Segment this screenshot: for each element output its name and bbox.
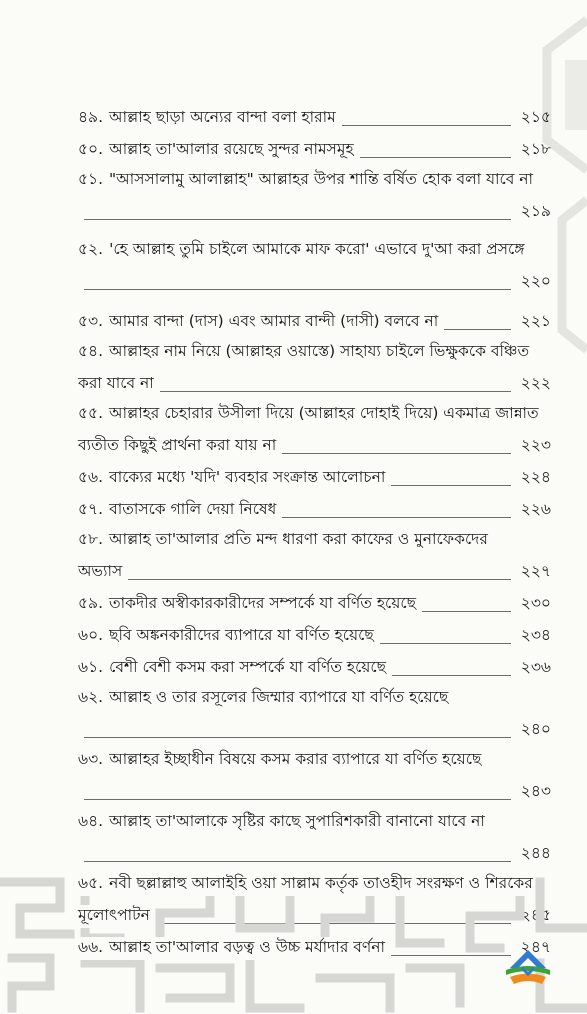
toc-entry xyxy=(78,98,551,130)
toc-entry-number: ৫১. xyxy=(78,170,104,188)
toc-entry xyxy=(78,334,551,396)
toc-entry-title: আমার বান্দা (দাস) এবং আমার বান্দী (দাসী) বলবে না xyxy=(109,312,438,333)
toc-entry-title-continued: অভ্যাস xyxy=(78,561,122,584)
toc-entry-title: আল্লাহর নাম নিয়ে (আল্লাহর ওয়াস্তে) সাহায্য চাইলে ভিক্ষুককে বঞ্চিত xyxy=(109,342,529,363)
toc-page-number: ২২৭ xyxy=(520,562,551,580)
toc-entry-number: ৫৬. xyxy=(78,468,104,486)
table-of-contents xyxy=(78,98,551,960)
toc-page-number: ২১৮ xyxy=(520,140,551,158)
toc-entry-title: আল্লাহর চেহারার উসীলা দিয়ে (আল্লাহর দোহাই দিয়ে) একমাত্র জান্নাত xyxy=(109,404,539,425)
toc-entry-title: আল্লাহ ছাড়া অন্যের বান্দা বলা হারাম xyxy=(109,108,336,129)
toc-entry xyxy=(78,130,551,162)
toc-entry-number: ৫০. xyxy=(78,140,104,158)
toc-entry-title-continued: ব্যতীত কিছুই প্রার্থনা করা যায় না xyxy=(78,435,276,458)
leader-line xyxy=(444,329,511,330)
toc-entry-title: বাক্যের মধ্যে 'যদি' ব্যবহার সংক্রান্ত আলোচনা xyxy=(109,468,385,489)
toc-page-number: ২২১ xyxy=(520,312,551,330)
toc-page-number: ২১৫ xyxy=(520,108,551,126)
toc-entry xyxy=(78,680,551,742)
toc-entry xyxy=(78,232,551,294)
publisher-logo-icon xyxy=(502,944,554,988)
toc-page-number: ২২৪ xyxy=(520,468,551,486)
toc-entry-number: ৫৮. xyxy=(78,530,104,548)
toc-entry-title: আল্লাহ তা'আলার প্রতি মন্দ ধারণা করা কাফের ও মুনাফেকদের xyxy=(109,530,488,551)
leader-line xyxy=(360,157,511,158)
leader-line xyxy=(422,611,511,612)
toc-entry-number: ৬৬. xyxy=(78,938,104,956)
toc-entry xyxy=(78,490,551,522)
toc-entry-title-continued: মূলোৎপাটন xyxy=(78,905,150,928)
toc-page-number: ২৪৪ xyxy=(520,844,551,862)
toc-entry-number: ৬৩. xyxy=(78,750,104,768)
toc-entry-number: ৫২. xyxy=(78,240,104,258)
toc-entry xyxy=(78,616,551,648)
toc-entry-title: আল্লাহর ইচ্ছাধীন বিষয়ে কসম করার ব্যাপারে যা বর্ণিত হয়েছে xyxy=(109,750,481,771)
toc-entry xyxy=(78,396,551,458)
toc-entry xyxy=(78,302,551,334)
toc-entry xyxy=(78,522,551,584)
leader-line xyxy=(84,219,511,220)
toc-entry-number: ৬১. xyxy=(78,658,104,676)
leader-line xyxy=(84,289,511,290)
toc-page-number: ২২৬ xyxy=(520,500,551,518)
toc-entry-number: ৫৪. xyxy=(78,342,104,360)
toc-entry-number: ৫৫. xyxy=(78,404,104,422)
toc-entry-number: ৬৫. xyxy=(78,874,104,892)
toc-entry-number: ৫৭. xyxy=(78,500,104,518)
toc-entry xyxy=(78,804,551,866)
toc-page-number: ২২৩ xyxy=(520,436,551,454)
toc-entry-title: নবী ছল্লাল্লাহু আলাইহি ওয়া সাল্লাম কর্তৃক তাওহীদ সংরক্ষণ ও শিরকের xyxy=(109,874,533,895)
leader-line xyxy=(282,453,511,454)
leader-line xyxy=(391,485,511,486)
toc-entry-title: আল্লাহ ও তার রসূলের জিম্মার ব্যাপারে যা বর্ণিত হয়েছে xyxy=(109,688,448,709)
leader-line xyxy=(282,517,511,518)
toc-page-number: ২৩৬ xyxy=(520,658,551,676)
toc-entry xyxy=(78,458,551,490)
toc-entry xyxy=(78,742,551,804)
toc-page-number: ২৪৩ xyxy=(520,782,551,800)
toc-entry-number: ৫৩. xyxy=(78,312,104,330)
toc-page-number: ২৪৫ xyxy=(520,906,551,924)
toc-entry-title: বেশী বেশী কসম করা সম্পর্কে যা বর্ণিত হয়েছে xyxy=(109,658,386,679)
toc-entry-number: ৬০. xyxy=(78,626,104,644)
toc-page-number: ২৪৭ xyxy=(520,938,551,956)
toc-page-number: ২২২ xyxy=(520,374,551,392)
leader-line xyxy=(160,391,511,392)
toc-entry-number: ৪৯. xyxy=(78,108,104,126)
toc-entry-title: তাকদীর অস্বীকারকারীদের সম্পর্কে যা বর্ণিত হয়েছে xyxy=(109,594,416,615)
toc-entry-title: আল্লাহ তা'আলাকে সৃষ্টির কাছে সুপারিশকারী বানানো যাবে না xyxy=(109,812,485,833)
toc-page-number: ২১৯ xyxy=(520,202,551,220)
toc-page-number: ২৩০ xyxy=(520,594,551,612)
toc-entry-title: আল্লাহ তা'আলার বড়ত্ব ও উচ্চ মর্যাদার বর্ণনা xyxy=(109,938,385,959)
toc-page-number: ২২০ xyxy=(520,272,551,290)
toc-entry xyxy=(78,162,551,224)
toc-entry-title: "আসসালামু আলাল্লাহ" আল্লাহর উপর শান্তি বর্ষিত হোক বলা যাবে না xyxy=(109,170,533,191)
toc-entry-number: ৬৪. xyxy=(78,812,104,830)
leader-line xyxy=(342,125,511,126)
toc-entry-title: আল্লাহ তা'আলার রয়েছে সুন্দর নামসমূহ xyxy=(109,140,354,161)
toc-page-number: ২৩৪ xyxy=(520,626,551,644)
toc-entry-title: ছবি অঙ্কনকারীদের ব্যাপারে যা বর্ণিত হয়েছে xyxy=(109,626,374,647)
toc-page-number: ২৪০ xyxy=(520,720,551,738)
toc-entry-number: ৫৯. xyxy=(78,594,104,612)
leader-line xyxy=(84,861,511,862)
leader-line xyxy=(84,799,511,800)
leader-line xyxy=(128,579,511,580)
toc-entry xyxy=(78,584,551,616)
toc-entry-title: 'হে আল্লাহ তুমি চাইলে আমাকে মাফ করো' এভাবে দু'আ করা প্রসঙ্গে xyxy=(109,240,524,261)
toc-entry xyxy=(78,648,551,680)
leader-line xyxy=(392,675,511,676)
toc-entry-number: ৬২. xyxy=(78,688,104,706)
toc-entry-title: বাতাসকে গালি দেয়া নিষেধ xyxy=(109,500,276,521)
toc-entry-title-continued: করা যাবে না xyxy=(78,373,154,396)
leader-line xyxy=(380,643,511,644)
leader-line xyxy=(84,737,511,738)
